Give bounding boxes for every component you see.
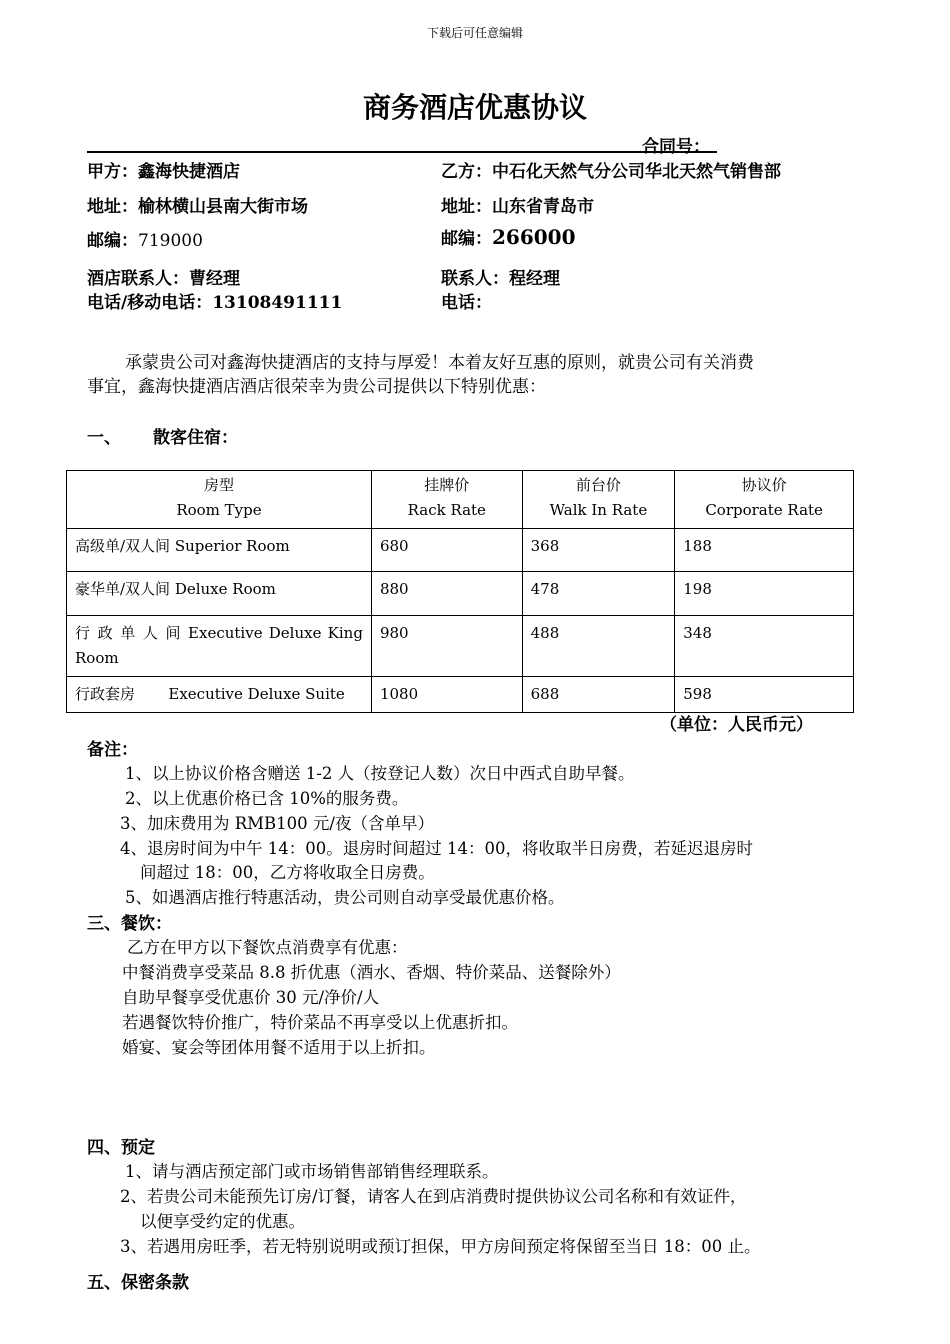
room-type-cell: 行政套房 Executive Deluxe Suite: [67, 677, 372, 713]
remark-item: 1、以上协议价格含赠送 1-2 人（按登记人数）次日中西式自助早餐。: [125, 764, 635, 783]
room-type-cell: 豪华单/双人间 Deluxe Room: [67, 572, 372, 616]
rack-rate-cell: 880: [371, 572, 522, 616]
room-type-line-2: Room: [75, 649, 119, 667]
header-corporate-rate: [675, 471, 854, 529]
party-b-address: 地址：山东省青岛市: [441, 197, 594, 217]
document-title: 商务酒店优惠协议: [362, 91, 587, 124]
header-walk-in-rate-cn: 前台价: [575, 476, 621, 494]
corporate-rate-cell: 188: [675, 529, 854, 572]
room-rate-table: [66, 470, 854, 713]
remark-item: 5、如遇酒店推行特惠活动，贵公司则自动享受最优惠价格。: [125, 888, 565, 907]
party-b-zip-label: 邮编：: [441, 229, 492, 249]
booking-item: 3、若遇用房旺季，若无特别说明或预订担保，甲方房间预定将保留至当日 18：00 止。: [120, 1237, 761, 1256]
walk-in-rate-cell: 688: [522, 677, 675, 713]
remark-item-continued: 间超过 18：00，乙方将收取全日房费。: [140, 863, 435, 882]
room-type-cell: [67, 616, 372, 677]
section-1-title: 散客住宿：: [153, 428, 238, 448]
section-3-title: 三、餐饮：: [87, 914, 172, 934]
dining-item: 婚宴、宴会等团体用餐不适用于以上折扣。: [122, 1038, 436, 1057]
party-a-zip-label: 邮编：: [87, 231, 138, 251]
table-header-row: [67, 471, 854, 529]
section-5-title: 五、保密条款: [87, 1273, 189, 1293]
header-walk-in-rate: [522, 471, 675, 529]
corporate-rate-cell: 598: [675, 677, 854, 713]
table-row: [67, 529, 854, 572]
party-b-phone: 电话：: [441, 293, 492, 313]
room-type-line-1: 行 政 单 人 间 Executive Deluxe King: [75, 624, 363, 642]
header-walk-in-rate-en: Walk In Rate: [549, 501, 648, 519]
intro-line-1: 承蒙贵公司对鑫海快捷酒店的支持与厚爱！本着友好互惠的原则，就贵公司有关消费: [125, 353, 754, 373]
dining-item: 中餐消费享受菜品 8.8 折优惠（酒水、香烟、特价菜品、送餐除外）: [122, 963, 621, 982]
corporate-rate-cell: 348: [675, 616, 854, 677]
booking-item: 1、请与酒店预定部门或市场销售部销售经理联系。: [125, 1162, 499, 1181]
room-type-cell: 高级单/双人间 Superior Room: [67, 529, 372, 572]
dining-item: 自助早餐享受优惠价 30 元/净价/人: [122, 988, 380, 1007]
party-b-zip-value: 266000: [492, 225, 576, 249]
party-a-zip: [87, 226, 203, 251]
party-a-address: 地址：榆林横山县南大街市场: [87, 197, 308, 217]
currency-unit-note: （单位：人民币元）: [660, 715, 813, 735]
header-rack-rate: [371, 471, 522, 529]
header-corporate-rate-en: Corporate Rate: [705, 501, 823, 519]
booking-item-continued: 以便享受约定的优惠。: [140, 1212, 305, 1231]
table-row: [67, 677, 854, 713]
header-room-type-cn: 房型: [203, 476, 234, 494]
table-row: [67, 616, 854, 677]
remark-item: 2、以上优惠价格已含 10%的服务费。: [125, 789, 409, 808]
rack-rate-cell: 1080: [371, 677, 522, 713]
rack-rate-cell: 680: [371, 529, 522, 572]
contract-divider-line: [87, 151, 717, 153]
section-4-title: 四、预定: [87, 1138, 155, 1158]
rack-rate-cell: 980: [371, 616, 522, 677]
header-room-type: [67, 471, 372, 529]
walk-in-rate-cell: 368: [522, 529, 675, 572]
party-b-name: 乙方：中石化天然气分公司华北天然气销售部: [441, 162, 781, 182]
walk-in-rate-cell: 478: [522, 572, 675, 616]
remark-item: 4、退房时间为中午 14：00。退房时间超过 14：00，将收取半日房费，若延迟退房时: [120, 839, 753, 858]
header-room-type-en: Room Type: [176, 501, 262, 519]
corporate-rate-cell: 198: [675, 572, 854, 616]
party-a-contact: 酒店联系人：曹经理: [87, 269, 240, 289]
remark-item: 3、加床费用为 RMB100 元/夜（含单早）: [120, 814, 434, 833]
intro-line-2: 事宜，鑫海快捷酒店酒店很荣幸为贵公司提供以下特别优惠：: [87, 377, 546, 397]
header-rack-rate-en: Rack Rate: [407, 501, 486, 519]
party-a-zip-value: 719000: [138, 231, 203, 251]
header-corporate-rate-cn: 协议价: [741, 476, 787, 494]
party-a-phone: 电话/移动电话：13108491111: [87, 293, 343, 313]
dining-item: 若遇餐饮特价推广，特价菜品不再享受以上优惠折扣。: [122, 1013, 518, 1032]
walk-in-rate-cell: 488: [522, 616, 675, 677]
table-row: [67, 572, 854, 616]
party-b-zip: [441, 224, 576, 249]
dining-item: 乙方在甲方以下餐饮点消费享有优惠：: [127, 938, 408, 957]
party-b-contact: 联系人：程经理: [441, 269, 560, 289]
booking-item: 2、若贵公司未能预先订房/订餐，请客人在到店消费时提供协议公司名称和有效证件，: [120, 1187, 747, 1206]
party-a-name: 甲方：鑫海快捷酒店: [87, 162, 240, 182]
remarks-title: 备注：: [87, 740, 138, 760]
header-note: 下载后可任意编辑: [426, 26, 523, 40]
contract-number-label: 合同号：: [642, 137, 710, 157]
header-rack-rate-cn: 挂牌价: [424, 476, 470, 494]
section-1-number: 一、: [87, 428, 121, 448]
